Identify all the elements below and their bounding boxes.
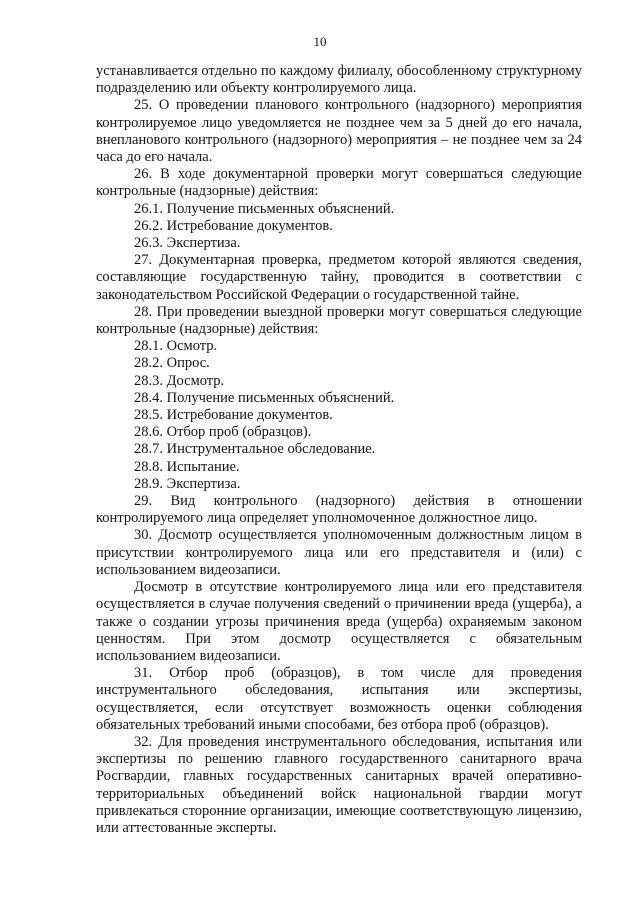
paragraph-30-continued: Досмотр в отсутствие контролируемого лица или его представителя осуществляется в случае получения сведений о причинении вреда (ущерба), а также о создании угрозы причинения вреда (ущерба) охраняемым законом ценностям. При этом досмотр осуществляется с обязательным использованием видеозаписи. xyxy=(96,579,582,664)
paragraph-continuation: устанавливается отдельно по каждому филиалу, обособленному структурному подразделению или объекту контролируемого лица. xyxy=(96,63,582,97)
page-number: 10 xyxy=(313,34,327,49)
paragraph-32: 32. Для проведения инструментального обследования, испытания или экспертизы по решению главного государственного санитарного врача Росгвардии, главных государственных санитарных врачей оперативно-территориальных объединений войск национальной гвардии могут привлекаться сторонние организации, имеющие соответствующую лицензию, или аттестованные эксперты. xyxy=(96,733,582,836)
paragraph-26-1: 26.1. Получение письменных объяснений. xyxy=(134,200,395,217)
paragraph-28: 28. При проведении выездной проверки могут совершаться следующие контрольные (надзорные) действия: xyxy=(96,303,582,338)
paragraph-31: 31. Отбор проб (образцов), в том числе для проведения инструментального обследования, испытания или экспертизы, осуществляется, если отсутствует возможность оценки соблюдения обязательных требований иными способами, без отбора проб (образцов). xyxy=(96,665,582,733)
paragraph-28-3: 28.3. Досмотр. xyxy=(134,372,225,389)
document-body xyxy=(96,63,582,837)
paragraph-28-9: 28.9. Экспертиза. xyxy=(134,475,241,492)
paragraph-28-8: 28.8. Испытание. xyxy=(134,458,240,475)
paragraph-26-2: 26.2. Истребование документов. xyxy=(134,217,333,234)
paragraph-28-1: 28.1. Осмотр. xyxy=(134,338,218,355)
paragraph-28-5: 28.5. Истребование документов. xyxy=(134,407,333,424)
paragraph-26: 26. В ходе документарной проверки могут совершаться следующие контрольные (надзорные) действия: xyxy=(96,166,582,200)
paragraph-25: 25. О проведении планового контрольного (надзорного) мероприятия контролируемое лицо уведомляется не позднее чем за 5 дней до его начала, внепланового контрольного (надзорного) мероприятия – не позднее чем за 24 часа до его начала. xyxy=(96,97,582,166)
paragraph-29: 29. Вид контрольного (надзорного) действия в отношении контролируемого лица определяет уполномоченное должностное лицо. xyxy=(96,493,582,527)
paragraph-30: 30. Досмотр осуществляется уполномоченным должностным лицом в присутствии контролируемого лица или его представителя и (или) с использованием видеозаписи. xyxy=(96,527,582,578)
paragraph-26-3: 26.3. Экспертиза. xyxy=(134,235,241,252)
paragraph-28-6: 28.6. Отбор проб (образцов). xyxy=(134,424,312,441)
paragraph-28-4: 28.4. Получение письменных объяснений. xyxy=(134,389,395,406)
paragraph-28-2: 28.2. Опрос. xyxy=(134,355,210,372)
paragraph-27: 27. Документарная проверка, предметом которой являются сведения, составляющие государственную тайну, проводится в соответствии с законодательством Российской Федерации о государственной тайне. xyxy=(96,252,582,303)
paragraph-28-7: 28.7. Инструментальное обследование. xyxy=(134,441,376,458)
